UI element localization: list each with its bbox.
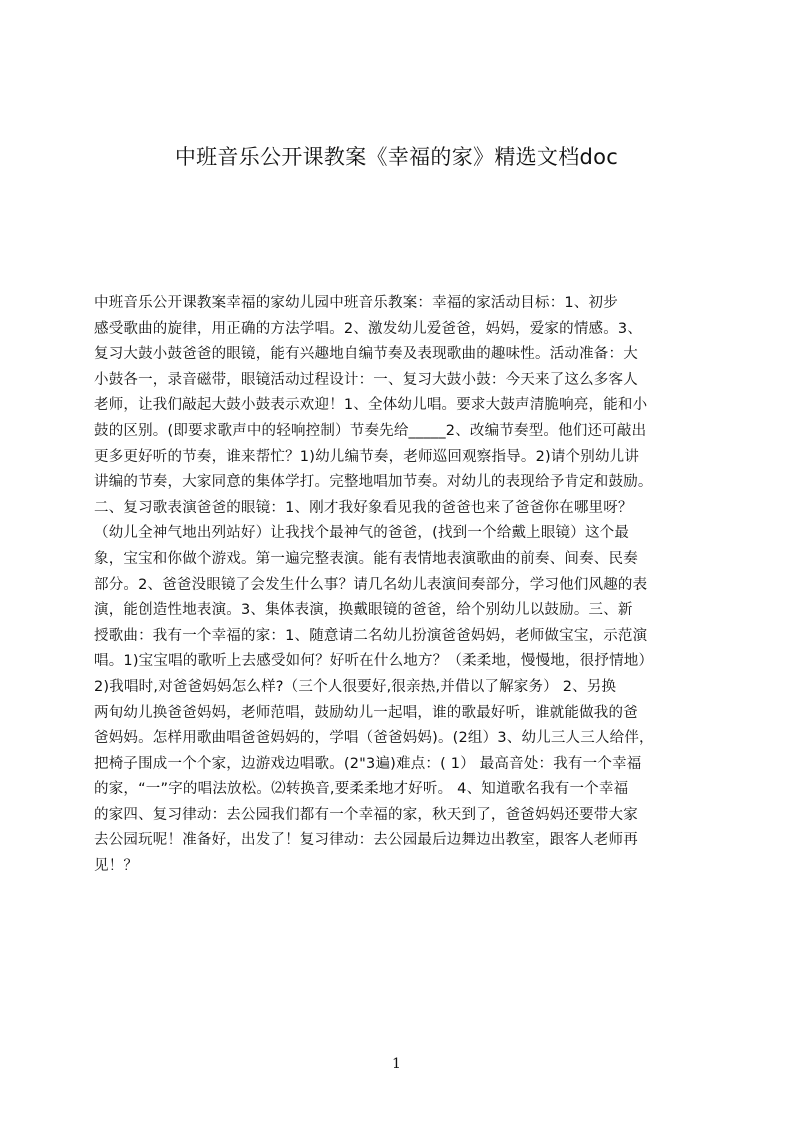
body-line: 演，能创造性地表演。3、集体表演，换戴眼镜的爸爸，给个别幼儿以鼓励。三、新	[94, 602, 633, 619]
body-line: 把椅子围成一个个家，边游戏边唱歌。(2"3遍)难点：( 1） 最高音处：我有一个幸福	[94, 755, 642, 772]
body-line: 去公园玩呢！准备好，出发了！复习律动：去公园最后边舞边出教室，跟客人老师再	[94, 832, 638, 849]
body-line: 更多更好听的节奏，谁来帮忙？1)幼儿编节奏，老师巡回观察指导。2)请个别幼儿讲	[94, 448, 640, 465]
body-line: 的家四、复习律动：去公园我们都有一个幸福的家，秋天到了，爸爸妈妈还要带大家	[94, 806, 638, 823]
body-line: 象，宝宝和你做个游戏。第一遍完整表演。能有表情地表演歌曲的前奏、间奏、民奏	[94, 550, 638, 567]
body-line: 授歌曲：我有一个幸福的家：1、随意请二名幼儿扮演爸爸妈妈，老师做宝宝，示范演	[94, 627, 648, 644]
body-line: 讲编的节奏，大家同意的集体学打。完整地唱加节奏。对幼儿的表现给予肯定和鼓励。	[94, 474, 653, 491]
body-line: 2)我唱时,对爸爸妈妈怎么样?（三个人很要好,很亲热,并借以了解家务） 2、另换	[94, 678, 617, 695]
document-title: 中班音乐公开课教案《幸福的家》精选文档doc	[174, 145, 619, 169]
body-line: 见！？	[94, 858, 139, 875]
body-line: 鼓的区别。(即要求歌声中的轻响控制）节奏先给_____2、改编节奏型。他们还可敲出	[94, 422, 647, 439]
body-line: 感受歌曲的旋律，用正确的方法学唱。2、激发幼儿爱爸爸，妈妈，爱家的情感。3、	[94, 320, 643, 337]
page-number: 1	[392, 1056, 401, 1072]
body-line: 二、复习歌表演爸爸的眼镜：1、刚才我好象看见我的爸爸也来了爸爸你在哪里呀？	[94, 499, 633, 516]
body-line: 两旬幼儿换爸爸妈妈，老师范唱，鼓励幼儿一起唱，谁的歌最好听，谁就能做我的爸	[94, 704, 638, 721]
body-line: 部分。2、爸爸没眼镜了会发生什么事？请几名幼儿表演间奏部分，学习他们风趣的表	[94, 576, 648, 593]
body-line: 中班音乐公开课教案幸福的家幼儿园中班音乐教案：幸福的家活动目标：1、初步	[94, 295, 618, 311]
body-line: 的家，“一”字的唱法放松。⑵转换音,要柔柔地才好听。 4、知道歌名我有一个幸福	[94, 781, 629, 798]
body-line: 爸妈妈。怎样用歌曲唱爸爸妈妈的，学唱（爸爸妈妈)。(2组）3、幼儿三人三人给伴，	[94, 730, 654, 747]
body-line: 复习大鼓小鼓爸爸的眼镜，能有兴趣地自编节奏及表现歌曲的趣味性。活动准备：大	[94, 346, 638, 363]
body-line: 小鼓各一，录音磁带，眼镜活动过程设计：一、复习大鼓小鼓：今天来了这么多客人	[94, 371, 638, 388]
body-line: 唱。1)宝宝唱的歌听上去感受如何？好听在什么地方？（柔柔地，慢慢地，很抒情地）	[94, 653, 654, 670]
body-line: 老师，让我们敲起大鼓小鼓表示欢迎！1、全体幼儿唱。要求大鼓声清脆响亮，能和小	[94, 397, 648, 414]
document-body	[94, 291, 708, 880]
body-line: （幼儿全神气地出列站好）让我找个最神气的爸爸，(找到一个给戴上眼镜）这个最	[94, 525, 630, 542]
